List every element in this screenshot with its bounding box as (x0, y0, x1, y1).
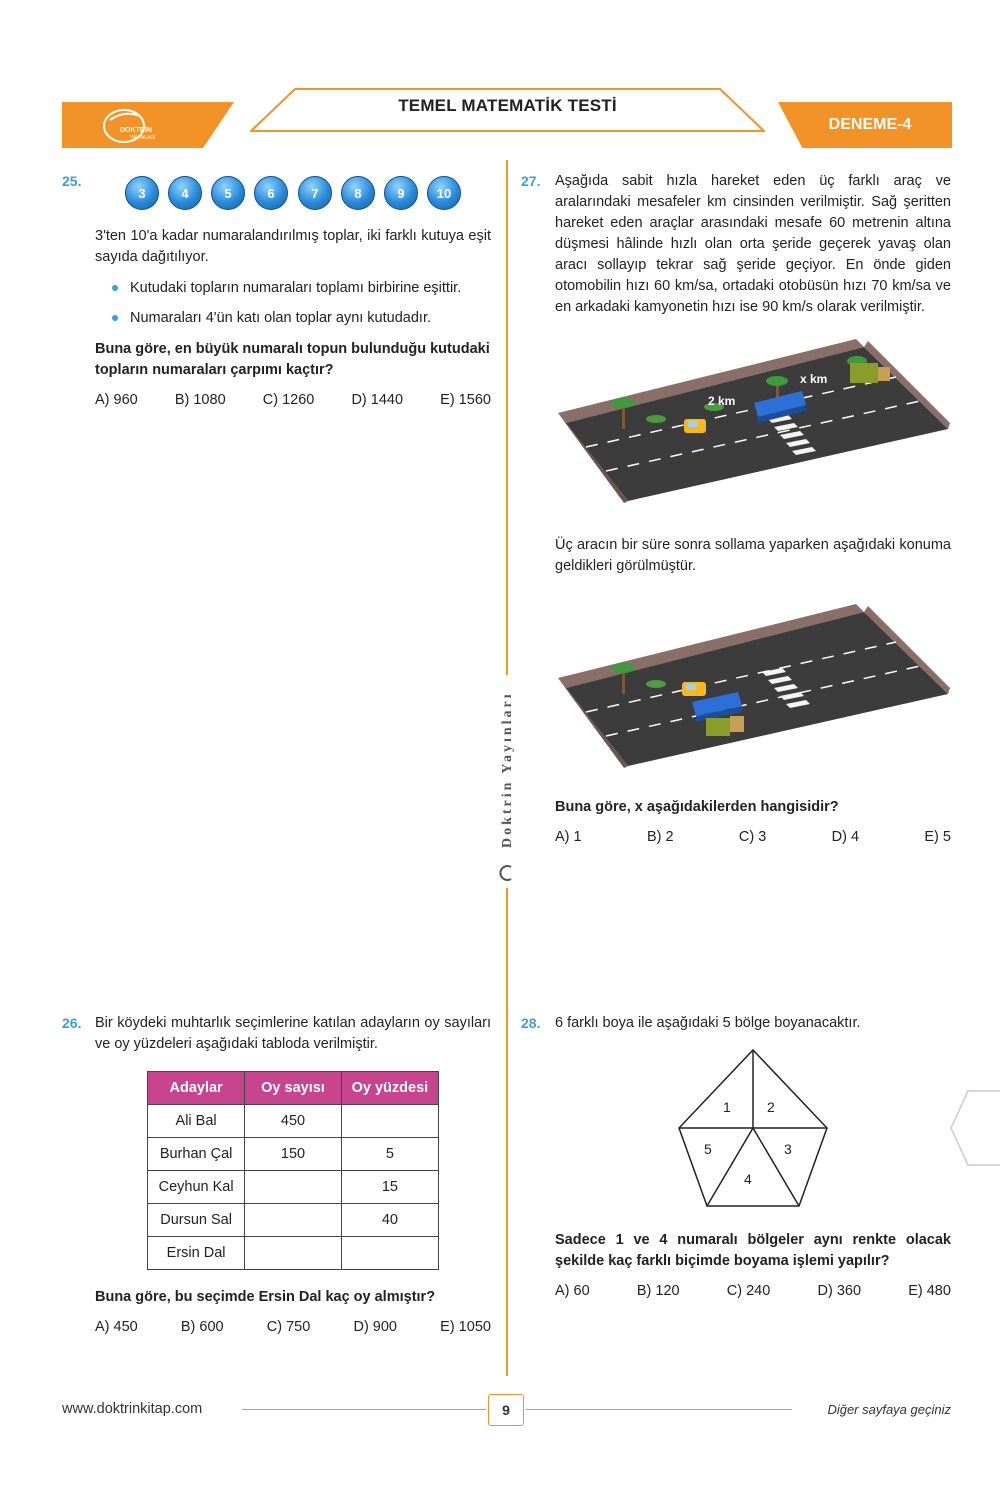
page-number: 9 (488, 1394, 524, 1426)
q25-option-d[interactable]: D) 1440 (351, 392, 404, 408)
table-cell (245, 1171, 342, 1204)
q27-option-c[interactable]: C) 3 (738, 829, 767, 845)
column-divider-top (506, 160, 508, 675)
q26-option-d[interactable]: D) 900 (353, 1319, 397, 1335)
table-row (148, 1171, 439, 1204)
question-number-26: 26. (62, 1015, 82, 1031)
q25-conditions (110, 273, 490, 333)
table-row (148, 1237, 439, 1270)
next-page-note: Diğer sayfaya geçiniz (827, 1402, 951, 1417)
ball-7: 7 (298, 176, 332, 210)
ball-10: 10 (427, 176, 461, 210)
table-cell (245, 1204, 342, 1237)
side-page-tab[interactable] (950, 1090, 1000, 1166)
ball-8: 8 (341, 176, 375, 210)
q25-option-c[interactable]: C) 1260 (262, 392, 315, 408)
q27-option-b[interactable]: B) 2 (646, 829, 674, 845)
ball-3: 3 (125, 176, 159, 210)
q27-option-a[interactable]: A) 1 (555, 829, 582, 845)
q28-options (555, 1283, 951, 1299)
table-cell: 15 (341, 1171, 438, 1204)
exam-badge: DENEME-4 (828, 116, 912, 133)
road-illustration-after (556, 598, 950, 768)
votes-table (147, 1071, 439, 1270)
pentagon-diagram (676, 1048, 830, 1208)
ball-9: 9 (384, 176, 418, 210)
table-row (148, 1138, 439, 1171)
table-cell (245, 1237, 342, 1270)
table-header: Oy yüzdesi (341, 1072, 438, 1105)
car-icon (684, 419, 706, 433)
q25-options (95, 392, 491, 408)
q28-option-e[interactable]: E) 480 (908, 1283, 951, 1299)
q26-option-c[interactable]: C) 750 (266, 1319, 311, 1335)
q25-option-e[interactable]: E) 1560 (440, 392, 491, 408)
q28-option-b[interactable]: B) 120 (636, 1283, 680, 1299)
column-divider-bottom (506, 888, 508, 1376)
q26-question: Buna göre, bu seçimde Ersin Dal kaç oy almıştır? (95, 1289, 436, 1305)
region-label-4: 4 (744, 1171, 752, 1187)
table-cell (341, 1237, 438, 1270)
question-number-28: 28. (521, 1015, 541, 1031)
q27-options (555, 829, 951, 845)
q26-option-a[interactable]: A) 450 (95, 1319, 138, 1335)
table-cell: 450 (245, 1105, 342, 1138)
table-header: Oy sayısı (245, 1072, 342, 1105)
svg-text:DOKTRİN: DOKTRİN (120, 127, 152, 134)
table-cell: 5 (341, 1138, 438, 1171)
table-row (148, 1105, 439, 1138)
table-cell: Ceyhun Kal (148, 1171, 245, 1204)
test-title: TEMEL MATEMATİK TESTİ (398, 96, 617, 115)
q28-question: Sadece 1 ve 4 numaralı bölgeler aynı renkte olacak şekilde kaç farklı biçimde boyama işlemi yapılır? (555, 1232, 951, 1269)
q25-option-b[interactable]: B) 1080 (174, 392, 226, 408)
ball-5: 5 (211, 176, 245, 210)
ball-6: 6 (254, 176, 288, 210)
region-label-1: 1 (723, 1099, 731, 1115)
table-header: Adaylar (148, 1072, 245, 1105)
publisher-logo (100, 106, 170, 144)
q26-option-b[interactable]: B) 600 (180, 1319, 224, 1335)
car-icon (682, 682, 706, 696)
q28-text: 6 farklı boya ile aşağıdaki 5 bölge boyanacaktır. (555, 1015, 861, 1031)
road-illustration-before (556, 333, 950, 503)
table-cell: 150 (245, 1138, 342, 1171)
footer-website-link[interactable]: www.doktrinkitap.com (62, 1401, 203, 1417)
q25-condition: Kutudaki topların numaraları toplamı birbirine eşittir. (110, 273, 490, 303)
q26-options (95, 1319, 491, 1335)
table-row (148, 1204, 439, 1237)
q27-question: Buna göre, x aşağıdakilerden hangisidir? (555, 799, 839, 815)
ball-4: 4 (168, 176, 202, 210)
table-cell: 40 (341, 1204, 438, 1237)
q27-text2: Üç aracın bir süre sonra sollama yaparken aşağıdaki konuma geldikleri görülmüştür. (555, 537, 951, 574)
table-cell: Burhan Çal (148, 1138, 245, 1171)
table-cell: Dursun Sal (148, 1204, 245, 1237)
vertical-publisher-label: Doktrin Yayınları (500, 691, 515, 848)
svg-text:YAYINLARI: YAYINLARI (130, 135, 156, 141)
publisher-mark-icon (499, 864, 515, 882)
q26-option-e[interactable]: E) 1050 (440, 1319, 491, 1335)
q25-option-a[interactable]: A) 960 (95, 392, 138, 408)
table-header-row (148, 1072, 439, 1105)
q26-text: Bir köydeki muhtarlık seçimlerine katılan adayların oy sayıları ve oy yüzdeleri aşağıdaki tabloda verilmiştir. (95, 1015, 491, 1052)
footer-line-left (242, 1409, 486, 1410)
table-cell: Ersin Dal (148, 1237, 245, 1270)
distance-label-2km: 2 km (708, 394, 736, 408)
region-label-3: 3 (784, 1141, 792, 1157)
table-cell: Ali Bal (148, 1105, 245, 1138)
q28-option-a[interactable]: A) 60 (555, 1283, 590, 1299)
q25-text: 3'ten 10'a kadar numaralandırılmış toplar, iki farklı kutuya eşit sayıda dağıtılıyor. (95, 228, 491, 265)
q25-question: Buna göre, en büyük numaralı topun bulunduğu kutudaki topların numaraları çarpımı kaçtır? (95, 341, 490, 378)
region-label-2: 2 (767, 1099, 775, 1115)
q27-option-e[interactable]: E) 5 (924, 829, 951, 845)
q28-option-c[interactable]: C) 240 (726, 1283, 771, 1299)
question-number-25: 25. (62, 173, 82, 189)
table-cell (341, 1105, 438, 1138)
footer-line-right (526, 1409, 792, 1410)
region-label-5: 5 (704, 1141, 712, 1157)
q28-option-d[interactable]: D) 360 (817, 1283, 862, 1299)
question-number-27: 27. (521, 173, 541, 189)
distance-label-xkm: x km (800, 372, 828, 386)
q27-option-d[interactable]: D) 4 (831, 829, 860, 845)
q27-text: Aşağıda sabit hızla hareket eden üç farklı araç ve aralarındaki mesafeler km cinsinden verilmiştir. Sağ şeritten hareket eden araçlar arasındaki mesafe 60 metrenin altına düşmesi hâlinde hızlı olan orta şeride geçerek yavaş olan aracı sollayıp tekrar sağ şeride geçiyor. En önde giden otomobilin hızı 60 km/sa, ortadaki otobüsün hızı 70 km/sa ve en arkadaki kamyonetin hızı ise 90 km/s olarak verilmiştir. (555, 173, 951, 315)
q25-condition: Numaraları 4'ün katı olan toplar aynı kutudadır. (110, 303, 490, 333)
